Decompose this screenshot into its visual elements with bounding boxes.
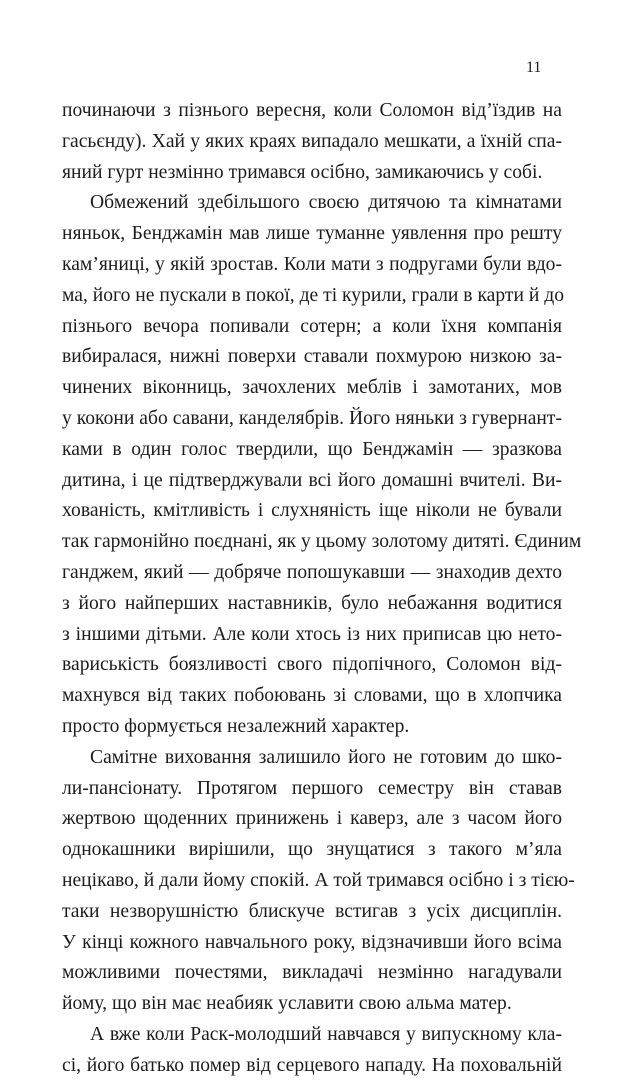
text-line: дитина, і це підтверджували всі його домашні вчителі. Ви- (62, 469, 562, 491)
text-line: пізнього вечора попивали сотерн; а коли їхня компанія (62, 315, 562, 337)
text-line: махнувся від таких побоювань зі словами, що в хлопчика (62, 685, 562, 707)
text-line: вариськість боязливості свого підопічного, Соломон від- (62, 654, 562, 676)
text-line: ганджем, який — добряче попошукавши — знаходив дехто (62, 561, 562, 583)
text-line: нецікаво, й дали йому спокій. А той тримався осібно і з тією- (62, 869, 575, 891)
page-number: 11 (526, 59, 542, 76)
paragraph (62, 96, 562, 188)
text-line: сі, його батько помер від серцевого нападу. На поховальній (62, 1054, 562, 1076)
text-line: просто формується незалежний характер. (62, 715, 410, 737)
paragraph (62, 1020, 562, 1082)
text-line: чинених віконниць, зачохлених меблів і замотаних, мов (62, 377, 562, 399)
text-line: можливими почестями, викладачі незмінно нагадували (62, 962, 562, 984)
text-line: ли-пансіонату. Протягом першого семестру він ставав (62, 777, 562, 799)
text-line: ма, його не пускали в покої, де ті курили, грали в карти й до (62, 284, 565, 306)
text-line: Самітне виховання залишило його не готовим до шко- (90, 746, 562, 768)
text-line: Обмежений здебільшого своєю дитячою та кімнатами (90, 192, 562, 214)
text-line: жертвою щоденних принижень і каверз, але з часом його (62, 808, 562, 830)
text-line: у кокони або савани, канделябрів. Його няньки з гувернант- (62, 407, 562, 429)
text-line: хованість, кмітливість і слухняність іще ніколи не бували (62, 500, 562, 522)
text-line: таки незворушністю блискуче встигав з усіх дисциплін. (62, 900, 562, 922)
text-line: гасьєнду). Хай у яких краях випадало мешкати, а їхній спа- (62, 130, 562, 152)
text-line: з його найперших наставників, було небажання водитися (62, 592, 562, 614)
paragraph (62, 188, 582, 742)
text-line: няньок, Бенджамін мав лише туманне уявлення про решту (62, 223, 562, 245)
text-line: вибиралася, нижні поверхи ставали похмурою низкою за- (62, 346, 562, 368)
text-line: А вже коли Раск-молодший навчався у випускному кла- (90, 1023, 562, 1045)
text-line: У кінці кожного навчального року, відзначивши його всіма (62, 931, 562, 953)
text-line: йому, що він має неабияк уславити свою альма матер. (62, 993, 512, 1015)
paragraph (62, 743, 575, 1020)
text-line: яний гурт незмінно тримався осібно, замикаючись у собі. (62, 161, 543, 183)
body-text (62, 96, 582, 1082)
text-line: однокашники вирішили, що знущатися з такого м’яла (62, 839, 562, 861)
text-line: з іншими дітьми. Але коли хтось із них приписав цю нето- (62, 623, 562, 645)
text-line: починаючи з пізнього вересня, коли Соломон від’їздив на (62, 100, 562, 121)
text-line: так гармонійно поєднані, як у цьому золотому дитяті. Єдиним (62, 531, 582, 553)
text-line: кам’яниці, у якій зростав. Коли мати з подругами були вдо- (62, 253, 562, 275)
text-line: ками в один голос твердили, що Бенджамін — зразкова (62, 438, 562, 460)
